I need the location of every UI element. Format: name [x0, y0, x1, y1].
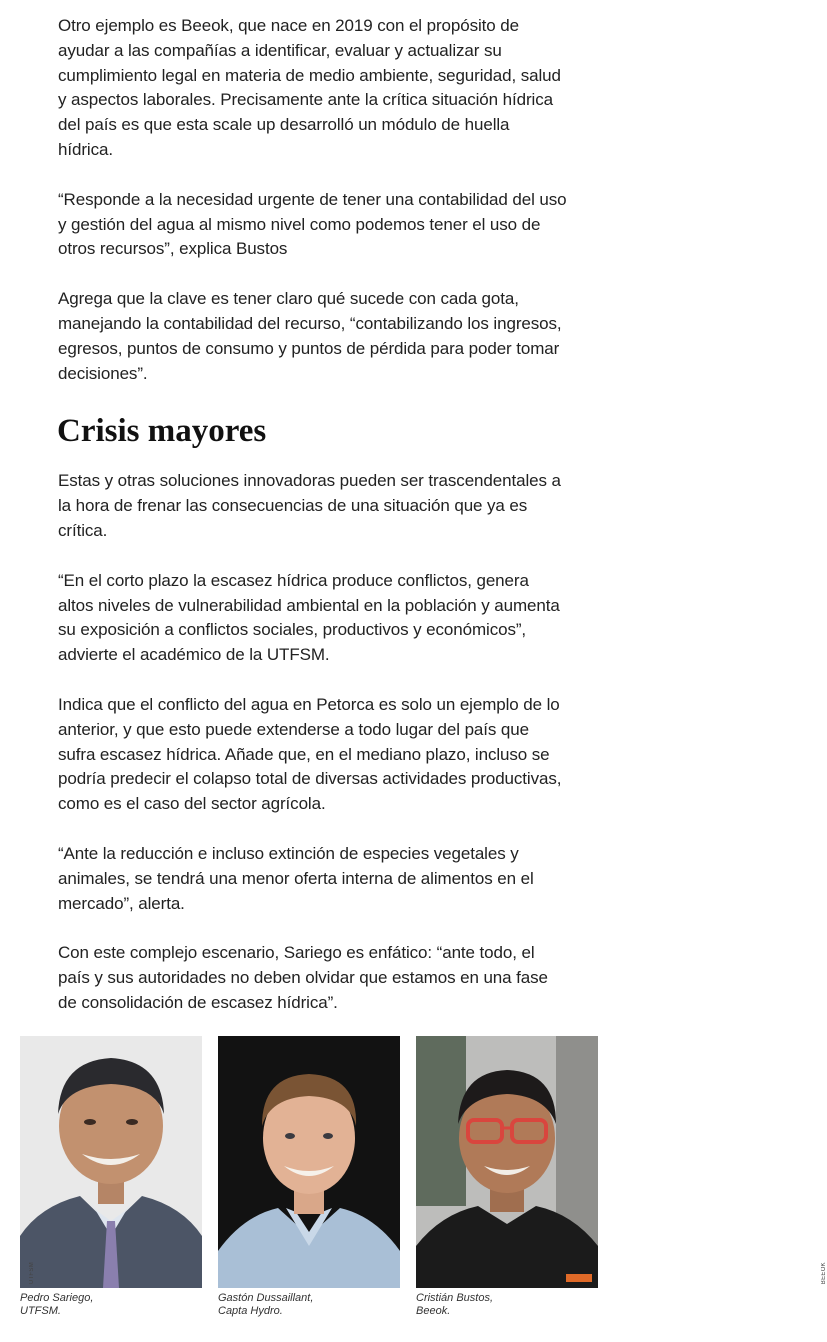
portrait-cristian-bustos — [416, 1036, 827, 1288]
caption-gaston-dussaillant — [218, 1292, 400, 1318]
paragraph-quote-bustos: “Responde a la necesidad urgente de tener una contabilidad del uso y gestión del agua al mismo nivel como podemos tener el uso de otros recursos”, explica Bustos — [58, 189, 567, 259]
portrait-gaston-dussaillant — [218, 1036, 400, 1288]
caption-pedro-sariego — [20, 1292, 202, 1318]
section-heading: Crisis mayores — [57, 413, 267, 450]
paragraph-soluciones: Estas y otras soluciones innovadoras pueden ser trascendentales a la hora de frenar las consecuencias de una situación que ya es crítica. — [58, 471, 561, 540]
paragraph-gota: Agrega que la clave es tener claro qué sucede con cada gota, manejando la contabilidad del recurso, “contabilizando los ingresos, egresos, puntos de consumo y puntos de pérdida para poder tomar decisiones”. — [58, 289, 562, 383]
portrait-pedro-sariego — [20, 1036, 202, 1288]
caption-name: Pedro Sariego, — [20, 1292, 94, 1304]
photo-credit: BEEOK — [821, 1261, 827, 1284]
paragraph-beeok: Otro ejemplo es Beeok, que nace en 2019 con el propósito de ayudar a las compañías a identificar, evaluar y actualizar su cumplimiento legal en materia de medio ambiente, seguridad, salud y aspectos laborales. Precisamente ante la crítica situación hídrica del país es que esta scale up desarrolló un módulo de huella hídrica. — [58, 16, 561, 159]
photo-credit: UTFSM — [29, 1261, 35, 1284]
paragraph-petorca: Indica que el conflicto del agua en Petorca es solo un ejemplo de lo anterior, y que esto puede extenderse a todo lugar del país que sufra escasez hídrica. Añade que, en el mediano plazo, incluso se podría predecir el colapso total de diversas actividades productivas, como es el caso del sector agrícola. — [58, 694, 562, 814]
paragraph-extincion: “Ante la reducción e incluso extinción de especies vegetales y animales, se tendrá una menor oferta interna de alimentos en el mercado”, alerta. — [58, 843, 534, 913]
caption-affiliation: Beeok. — [416, 1305, 451, 1317]
caption-name: Gastón Dussaillant, — [218, 1292, 314, 1304]
paragraph-corto-plazo: “En el corto plazo la escasez hídrica produce conflictos, genera altos niveles de vulnerabilidad ambiental en la población y aumenta su exposición a conflictos sociales, productivos y económicos”, advierte el académico de la UTFSM. — [58, 570, 560, 665]
article-body — [58, 14, 568, 1041]
caption-cristian-bustos — [416, 1292, 598, 1318]
photo-strip — [0, 1036, 827, 1336]
caption-affiliation: UTFSM. — [20, 1305, 61, 1317]
caption-name: Cristián Bustos, — [416, 1292, 494, 1304]
paragraph-escenario: Con este complejo escenario, Sariego es enfático: “ante todo, el país y sus autoridades no deben olvidar que estamos en una fase de consolidación de escasez hídrica”. — [58, 943, 548, 1012]
caption-affiliation: Capta Hydro. — [218, 1305, 283, 1317]
